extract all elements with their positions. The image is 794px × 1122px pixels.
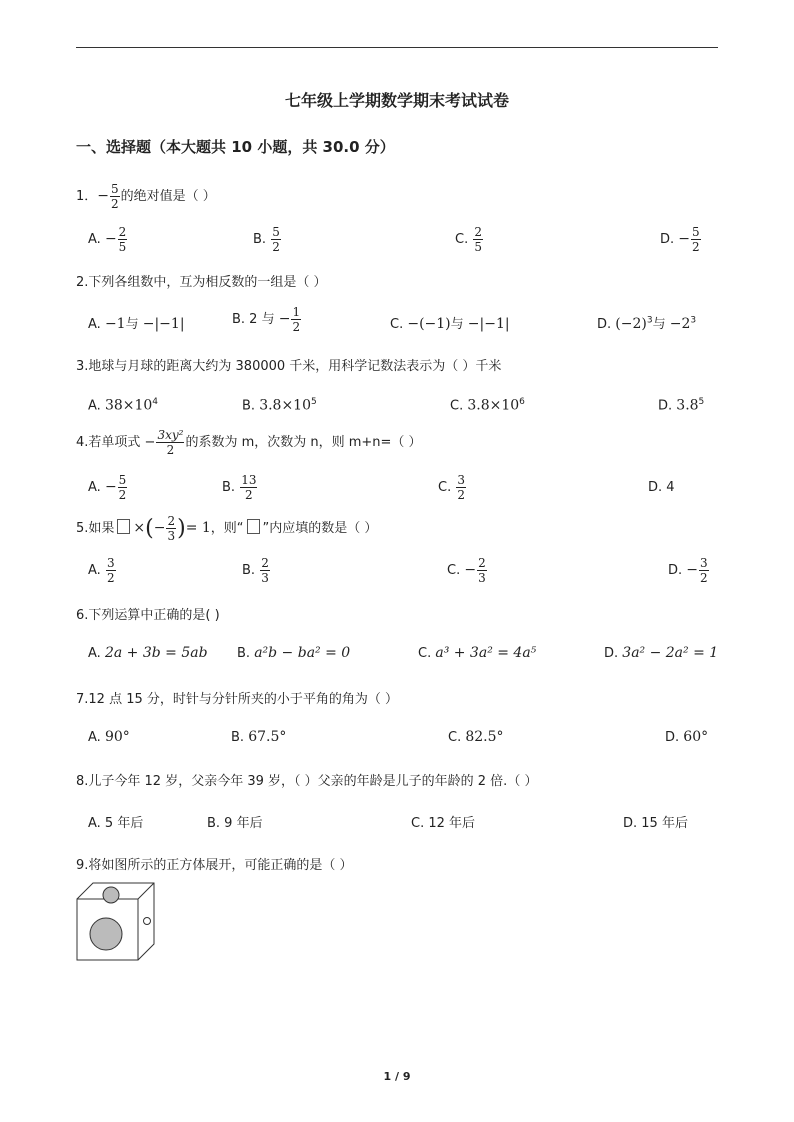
- option-label: D.: [668, 563, 687, 578]
- option-label: A.: [88, 563, 105, 578]
- equals-one: = 1: [185, 520, 211, 536]
- option-expr: a³ + 3a² = 4a⁵: [435, 645, 537, 661]
- question-8-option-d[interactable]: D. 15 年后: [623, 816, 688, 831]
- option-label: A.: [88, 480, 105, 495]
- option-fraction: [473, 226, 483, 253]
- option-sign: −: [104, 231, 117, 247]
- numerator: 2: [478, 556, 486, 570]
- option-sign: −: [464, 562, 477, 578]
- denominator: 5: [474, 240, 482, 254]
- question-8-option-b[interactable]: B. 9 年后: [207, 816, 263, 831]
- question-6-option-b[interactable]: [237, 645, 350, 661]
- option-sign: −: [678, 231, 691, 247]
- option-fraction: [118, 226, 128, 253]
- blank-box: [117, 519, 130, 534]
- question-5-option-a[interactable]: [88, 557, 117, 584]
- option-fraction: [291, 306, 301, 333]
- question-5-prefix: 5.如果: [76, 521, 115, 536]
- numerator: 5: [272, 225, 280, 239]
- question-9: 9.将如图所示的正方体展开，可能正确的是（ ）: [76, 858, 353, 873]
- page-number: 1 / 9: [383, 1070, 411, 1083]
- denominator: 2: [166, 443, 175, 457]
- option-expr: (−2): [615, 316, 647, 332]
- exponent: 3: [646, 315, 653, 326]
- option-label: B.: [253, 232, 271, 247]
- denominator: 3: [478, 571, 486, 585]
- option-expr: −(−1): [407, 316, 451, 332]
- question-4-fraction: [156, 429, 184, 456]
- cube-top-right-edge: [138, 883, 154, 899]
- option-label: A.: [88, 730, 105, 745]
- question-1-option-b[interactable]: [253, 226, 282, 253]
- option-expr: 3.8×10: [259, 397, 311, 414]
- question-5: [76, 515, 377, 542]
- numerator: 2: [261, 556, 269, 570]
- option-expr: −|−1|: [142, 316, 185, 332]
- denominator: 2: [245, 488, 253, 502]
- question-5-option-c[interactable]: [447, 557, 488, 584]
- question-2: 2.下列各组数中，互为相反数的一组是（ ）: [76, 275, 327, 290]
- question-3-option-d[interactable]: [658, 397, 704, 413]
- numerator: 2: [474, 225, 482, 239]
- option-label: C.: [447, 563, 465, 578]
- question-4: [76, 429, 422, 456]
- option-expr: 38×10: [104, 397, 153, 414]
- option-label: B. 2 与: [232, 312, 279, 327]
- question-3-option-a[interactable]: [88, 397, 158, 413]
- option-fraction: [240, 474, 257, 501]
- option-connector: 与: [652, 317, 666, 332]
- option-expr: a²b − ba² = 0: [254, 645, 351, 661]
- option-label: B.: [242, 563, 260, 578]
- option-fraction: [456, 474, 466, 501]
- option-connector: 与: [125, 317, 139, 332]
- option-label: A.: [88, 232, 105, 247]
- option-label: A.: [88, 317, 105, 332]
- option-label: C.: [438, 480, 456, 495]
- denominator: 2: [106, 571, 115, 585]
- option-label: B.: [242, 398, 260, 414]
- denominator: 3: [261, 571, 269, 585]
- question-1: [76, 183, 216, 210]
- numerator: 5: [692, 225, 700, 239]
- option-label: A.: [88, 646, 105, 661]
- option-expr: 82.5°: [465, 729, 504, 745]
- question-3-option-b[interactable]: [242, 397, 317, 413]
- option-expr: −2: [669, 316, 691, 332]
- header-rule: [76, 47, 718, 48]
- blank-box: [247, 519, 260, 534]
- denominator: 2: [118, 488, 127, 502]
- numerator: 2: [118, 225, 127, 239]
- exponent: 5: [698, 397, 705, 407]
- option-fraction: [477, 557, 487, 584]
- question-1-fraction: [110, 183, 120, 210]
- denominator: 2: [272, 240, 280, 254]
- option-connector: 与: [450, 317, 464, 332]
- question-1-number: 1．: [76, 189, 98, 204]
- option-fraction: [691, 226, 701, 253]
- option-fraction: [699, 557, 709, 584]
- denominator: 2: [292, 320, 301, 334]
- question-3: 3.地球与月球的距离大约为 380000 千米，用科学记数法表示为（ ）千米: [76, 359, 502, 374]
- question-7-option-c[interactable]: [448, 729, 504, 745]
- front-large-circle: [90, 918, 122, 950]
- denominator: 3: [167, 529, 176, 543]
- numerator: 3: [457, 473, 465, 487]
- question-6-option-a[interactable]: [88, 645, 208, 661]
- question-2-option-d[interactable]: [597, 313, 696, 332]
- option-expr: 3.8: [676, 397, 699, 414]
- question-7: 7.12 点 15 分，时针与分针所夹的小于平角的角为（ ）: [76, 692, 399, 707]
- option-label: B.: [237, 646, 255, 661]
- times-sign: ×: [133, 520, 146, 536]
- question-5-option-b[interactable]: [242, 557, 271, 584]
- option-label: C.: [390, 317, 408, 332]
- question-8-option-a[interactable]: A. 5 年后: [88, 816, 144, 831]
- numerator: 13: [241, 473, 257, 487]
- option-label: D.: [597, 317, 616, 332]
- denominator: 2: [700, 571, 708, 585]
- option-expr: 2a + 3b = 5ab: [104, 645, 208, 661]
- option-label: D.: [660, 232, 679, 247]
- numerator: 5: [118, 473, 127, 487]
- left-paren: (: [145, 516, 154, 541]
- option-fraction: [106, 557, 116, 584]
- option-expr: 3a² − 2a² = 1: [622, 645, 719, 661]
- option-label: D.: [604, 646, 623, 661]
- section-heading: 一、选择题（本大题共 10 小题，共 30.0 分）: [76, 138, 395, 156]
- question-5-fraction: [166, 515, 176, 542]
- top-small-circle: [103, 887, 119, 903]
- option-label: B.: [222, 480, 240, 495]
- option-sign: −: [153, 520, 166, 536]
- option-expr: 3.8×10: [467, 397, 520, 414]
- question-2-option-a[interactable]: [88, 313, 185, 332]
- option-fraction: [118, 474, 128, 501]
- option-expr: −1: [104, 316, 126, 332]
- question-3-option-c[interactable]: [450, 397, 525, 413]
- question-6: 6.下列运算中正确的是( ): [76, 608, 220, 623]
- question-4-text: 的系数为 m，次数为 n，则 m+n=（ ）: [185, 435, 422, 450]
- question-6-option-c[interactable]: [418, 645, 536, 661]
- numerator: 2: [167, 514, 176, 528]
- option-label: A.: [88, 398, 105, 414]
- option-fraction: [271, 226, 281, 253]
- question-2-option-c[interactable]: [390, 313, 510, 332]
- denominator: 5: [118, 240, 127, 254]
- question-1-sign: −: [97, 188, 110, 204]
- question-7-option-a[interactable]: [88, 729, 130, 745]
- question-4-prefix: 4.若单项式 −: [76, 435, 156, 450]
- question-4-option-a[interactable]: [88, 474, 128, 501]
- question-6-option-d[interactable]: [604, 645, 718, 661]
- exponent: 5: [311, 397, 317, 407]
- denominator: 2: [111, 197, 119, 211]
- option-fraction: [260, 557, 270, 584]
- question-5-option-d[interactable]: [668, 557, 710, 584]
- option-label: D.: [658, 398, 677, 414]
- denominator: 2: [692, 240, 700, 254]
- option-label: C.: [455, 232, 473, 247]
- exponent: 4: [152, 397, 159, 407]
- question-8-option-c[interactable]: C. 12 年后: [411, 816, 476, 831]
- option-expr: 60°: [683, 729, 709, 745]
- exponent: 3: [690, 315, 697, 326]
- option-label: C.: [450, 398, 468, 414]
- question-5-text: ”内应填的数是（ ）: [262, 521, 378, 536]
- option-label: C.: [418, 646, 436, 661]
- question-4-option-c[interactable]: [438, 474, 467, 501]
- option-expr: −|−1|: [467, 316, 510, 332]
- side-small-circle: [144, 918, 151, 925]
- cube-figure: [76, 882, 156, 962]
- question-1-option-c[interactable]: [455, 226, 484, 253]
- numerator: 3: [106, 556, 115, 570]
- option-expr: 90°: [104, 729, 130, 745]
- option-sign: −: [278, 311, 291, 327]
- option-label: C.: [448, 730, 466, 745]
- numerator: 1: [292, 305, 301, 319]
- exponent: 6: [519, 397, 525, 407]
- question-4-option-b[interactable]: [222, 474, 258, 501]
- option-sign: −: [104, 479, 117, 495]
- question-4-option-d[interactable]: D. 4: [648, 480, 675, 495]
- denominator: 2: [457, 488, 465, 502]
- page-title: 七年级上学期数学期末考试试卷: [284, 91, 509, 110]
- question-1-option-d[interactable]: [660, 226, 702, 253]
- right-paren: ): [177, 516, 186, 541]
- option-expr: 67.5°: [248, 729, 287, 745]
- numerator: 5: [111, 182, 119, 196]
- numerator: 3xy²: [157, 428, 184, 442]
- numerator: 3: [700, 556, 708, 570]
- option-label: B.: [231, 730, 249, 745]
- question-7-option-b[interactable]: [231, 729, 286, 745]
- question-2-option-b[interactable]: [232, 306, 302, 333]
- question-1-option-a[interactable]: [88, 226, 128, 253]
- question-8: 8.儿子今年 12 岁，父亲今年 39 岁，（ ）父亲的年龄是儿子的年龄的 2 倍.（ ）: [76, 774, 538, 789]
- question-7-option-d[interactable]: [665, 729, 708, 745]
- option-label: D.: [665, 730, 684, 745]
- question-5-then: ，则“: [210, 521, 244, 536]
- question-1-text: 的绝对值是（ ）: [120, 189, 216, 204]
- option-sign: −: [686, 562, 699, 578]
